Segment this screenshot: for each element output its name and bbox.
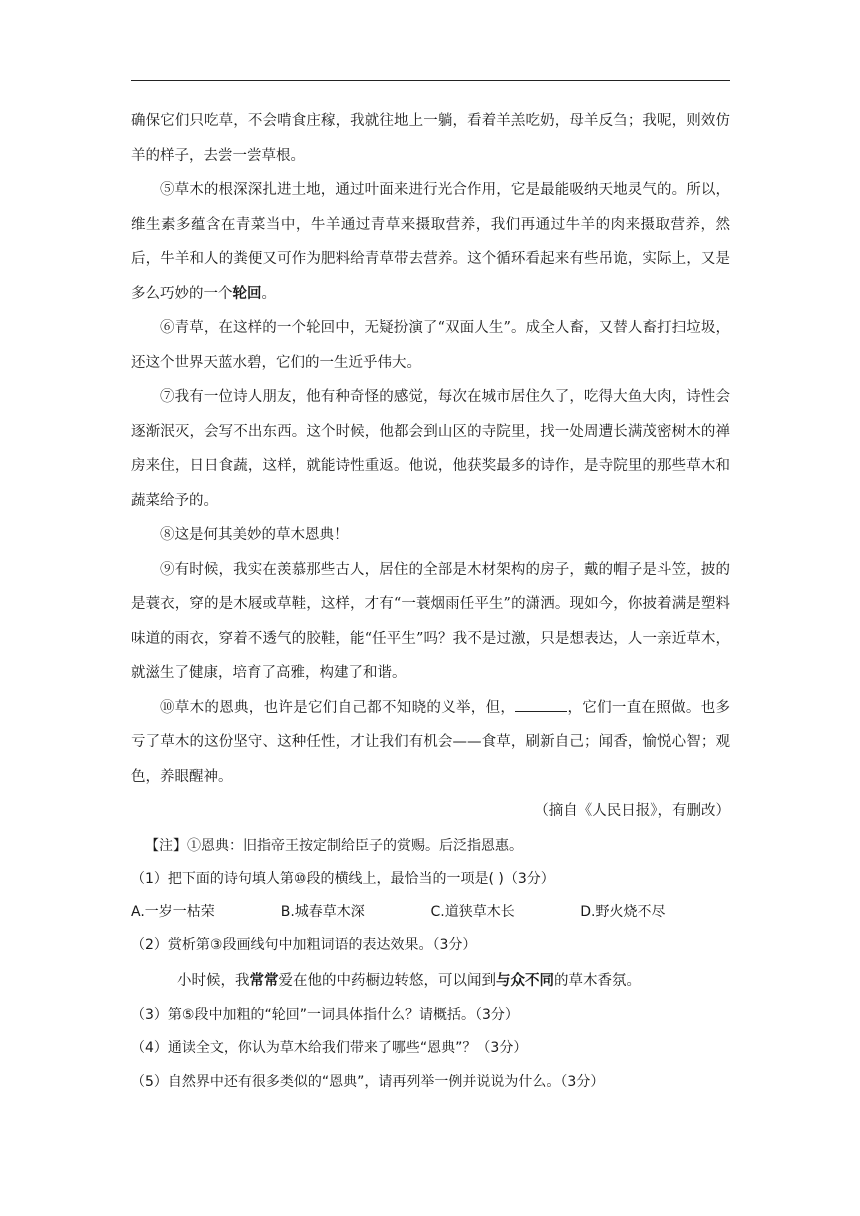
question-5: （5）自然界中还有很多类似的“恩典”，请再列举一例并说说为什么。（3分） — [131, 1073, 605, 1090]
option-b[interactable]: B.城春草木深 — [280, 904, 365, 920]
source-citation: （摘自《人民日报》，有删改） — [534, 803, 730, 819]
fill-blank[interactable] — [515, 697, 567, 712]
question-2-quote: 小时候，我常常爱在他的中药橱边转悠，可以闻到与众不同的草木香氛。 — [177, 971, 641, 989]
footnote: 【注】①恩典：旧指帝王按定制给臣子的赏赐。后泛指恩惠。 — [145, 837, 523, 854]
option-d[interactable]: D.野火烧不尽 — [580, 904, 666, 920]
paragraph-8: ⑧这是何其美妙的草木恩典！ — [160, 527, 349, 543]
bold-word-yuzhongbutong: 与众不同 — [496, 971, 554, 989]
question-4: （4）通读全文，你认为草木给我们带来了哪些“恩典”？（3分） — [131, 1040, 528, 1056]
question-1: （1）把下面的诗句填人第⑩段的横线上，最恰当的一项是( )（3分） — [131, 870, 555, 887]
header-rule — [131, 80, 730, 81]
article-content — [131, 104, 730, 1099]
question-2: （2）赏析第③段画线句中加粗词语的表达效果。（3分） — [131, 937, 477, 953]
paragraph-10: ⑩草木的恩典，也许是它们自己都不知晓的义举，但， ，它们一直在照做。也多亏了草木的这份坚守、这种任性，才让我们有机会——食草，刷新自己；闻香，愉悦心智；观色，养眼醒神。 — [131, 691, 730, 795]
paragraph-6: ⑥青草，在这样的一个轮回中，无疑扮演了“双面人生”。成全人畜，又替人畜打扫垃圾，还这个世界天蓝水碧，它们的一生近乎伟大。 — [131, 320, 730, 371]
paragraph-continued: 确保它们只吃草，不会啃食庄稼，我就往地上一躺，看着羊羔吃奶，母羊反刍；我呢，则效仿羊的样子，去尝一尝草根。 — [131, 113, 730, 164]
question-1-options — [131, 896, 730, 929]
paragraph-5: ⑤草木的根深深扎进土地，通过叶面来进行光合作用，它是最能吸纳天地灵气的。所以，维生素多蕴含在青菜当中，牛羊通过青草来摄取营养，我们再通过牛羊的肉来摄取营养，然后，牛羊和人的粪便又可作为肥料给青草带去营养。这个循环看起来有些吊诡，实际上，又是多么巧妙的一个轮回。 — [131, 182, 730, 302]
question-3: （3）第⑤段中加粗的“轮回”一词具体指什么？请概括。（3分） — [131, 1006, 519, 1023]
paragraph-7: ⑦我有一位诗人朋友，他有种奇怪的感觉，每次在城市居住久了，吃得大鱼大肉，诗性会逐渐泯灭，会写不出东西。这个时候，他都会到山区的寺院里，找一处周遭长满茂密树木的禅房来住，日日食蔬，这样，就能诗性重返。他说，他获奖最多的诗作，是寺院里的那些草木和蔬菜给予的。 — [131, 389, 730, 509]
option-a[interactable]: A.一岁一枯荣 — [131, 904, 215, 920]
paragraph-9: ⑨有时候，我实在羡慕那些古人，居住的全部是木材架构的房子，戴的帽子是斗笠，披的是蓑衣，穿的是木屐或草鞋，这样，才有“一蓑烟雨任平生”的潇洒。现如今，你披着满是塑料味道的雨衣，穿着不透气的胶鞋，能“任平生”吗？我不是过激，只是想表达，人一亲近草木，就滋生了健康，培育了高雅，构建了和谐。 — [131, 561, 730, 681]
bold-word-lunhui: 轮回 — [232, 284, 262, 302]
option-c[interactable]: C.道狭草木长 — [430, 904, 515, 920]
bold-word-changchang: 常常 — [249, 971, 279, 989]
